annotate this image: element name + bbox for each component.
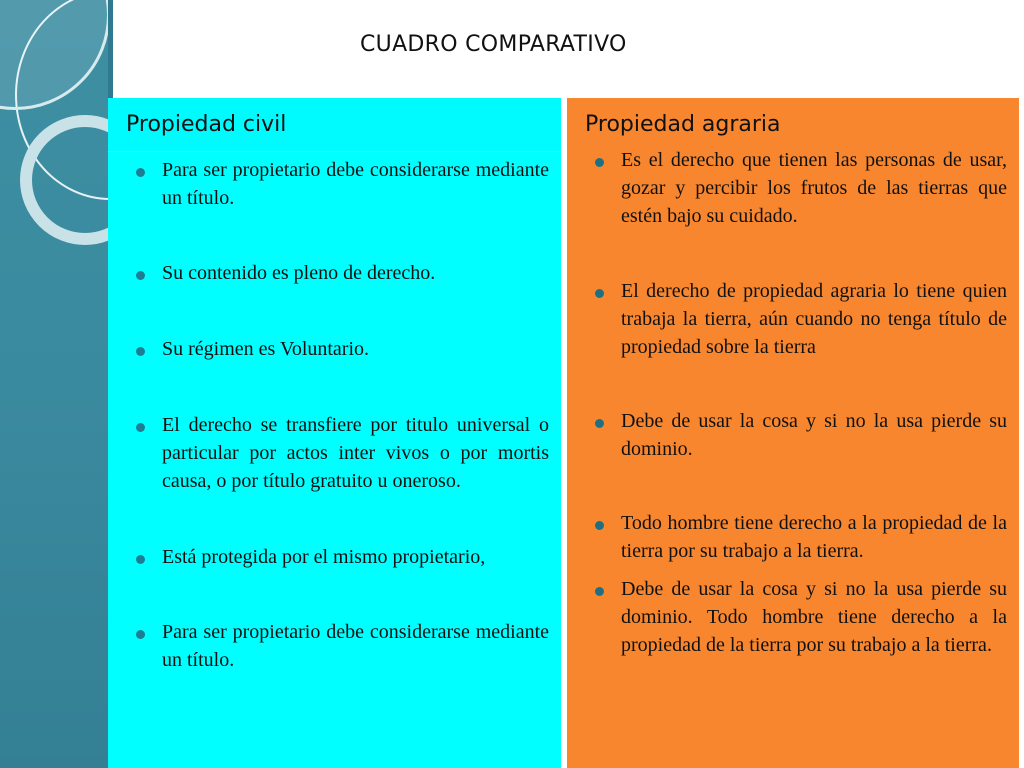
column-propiedad-agraria bbox=[567, 98, 1019, 768]
bullet-item: Es el derecho que tienen las personas de usar, gozar y percibir los frutos de las tierras que estén bajo su cuidado. bbox=[591, 146, 1007, 230]
bullet-item: Para ser propietario debe considerarse mediante un título. bbox=[132, 156, 549, 212]
bullet-list-agraria bbox=[591, 146, 1007, 659]
bullet-item: El derecho de propiedad agraria lo tiene quien trabaja la tierra, aún cuando no tenga título de propiedad sobre la tierra bbox=[591, 277, 1007, 361]
bullet-item: Todo hombre tiene derecho a la propiedad de la tierra por su trabajo a la tierra. bbox=[591, 509, 1007, 565]
column-heading-civil: Propiedad civil bbox=[108, 98, 561, 152]
bullet-item: Debe de usar la cosa y si no la usa pierde su dominio. bbox=[591, 407, 1007, 463]
column-body-civil bbox=[108, 156, 561, 674]
column-body-agraria bbox=[567, 146, 1019, 659]
bullet-item: Debe de usar la cosa y si no la usa pierde su dominio. Todo hombre tiene derecho a la propiedad de la tierra por su trabajo a la tierra. bbox=[591, 575, 1007, 659]
decorative-side-band bbox=[0, 0, 113, 768]
column-heading-agraria: Propiedad agraria bbox=[585, 111, 781, 137]
column-propiedad-civil bbox=[108, 98, 561, 768]
page-title: CUADRO COMPARATIVO bbox=[360, 32, 627, 57]
bullet-list-civil bbox=[132, 156, 549, 674]
bullet-item: El derecho se transfiere por titulo universal o particular por actos inter vivos o por mortis causa, o por título gratuito u oneroso. bbox=[132, 411, 549, 495]
bullet-item: Su contenido es pleno de derecho. bbox=[132, 259, 549, 287]
bullet-item: Para ser propietario debe considerarse mediante un título. bbox=[132, 618, 549, 674]
bullet-item: Su régimen es Voluntario. bbox=[132, 335, 549, 363]
bullet-item: Está protegida por el mismo propietario, bbox=[132, 543, 549, 571]
